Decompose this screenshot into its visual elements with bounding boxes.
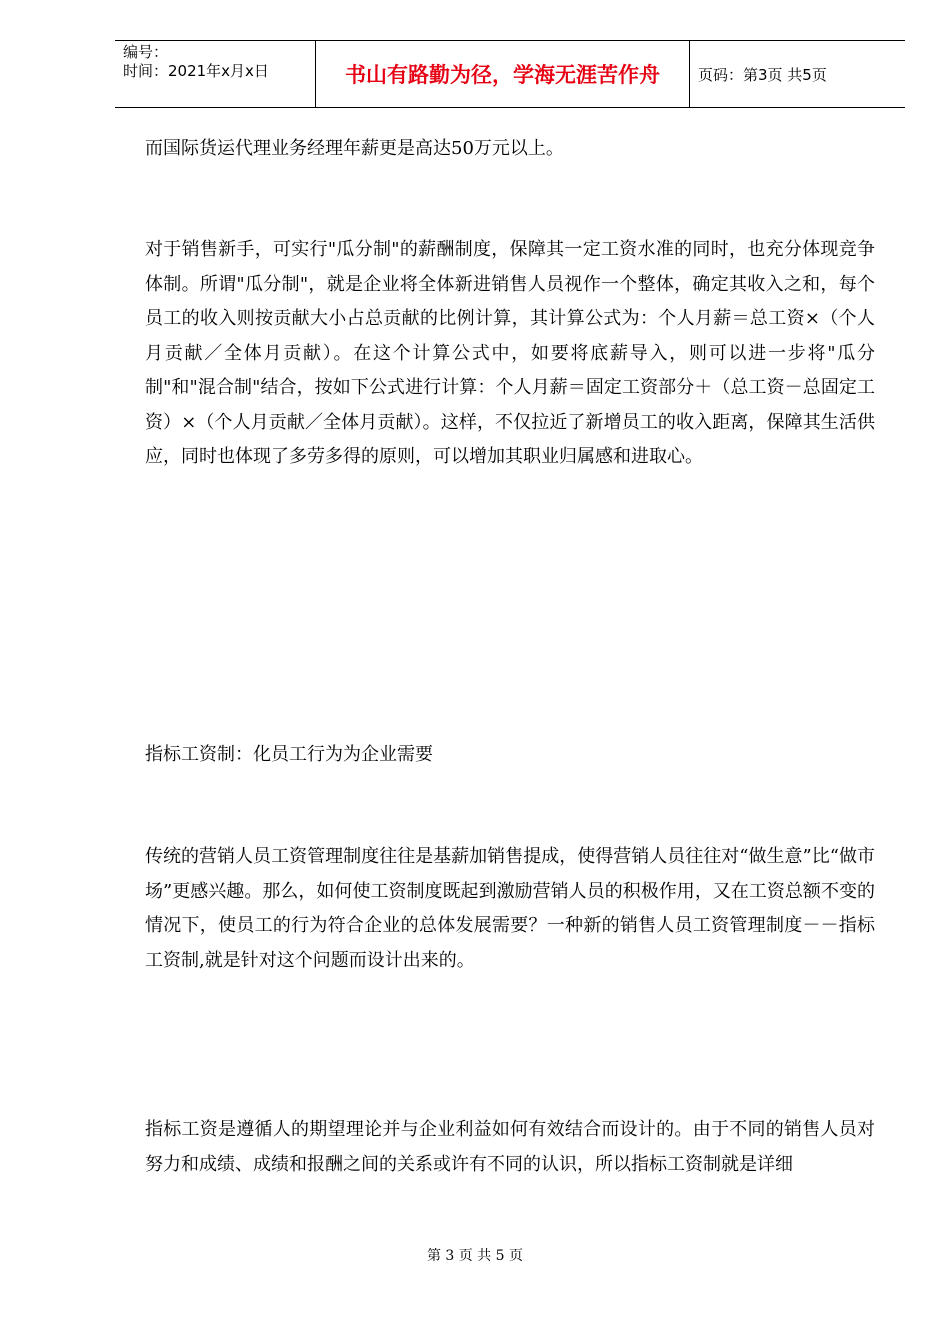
page-header (115, 40, 905, 108)
paragraph-1: 而国际货运代理业务经理年薪更是高达50万元以上。 (145, 138, 564, 159)
paragraph-3: 传统的营销人员工资管理制度往往是基薪加销售提成，使得营销人员往往对“做生意”比“做市场”更感兴趣。那么，如何使工资制度既起到激励营销人员的积极作用，又在工资总额不变的情况下，使员工的行为符合企业的总体发展需要？一种新的销售人员工资管理制度－－指标工资制,就是针对这个问题而设计出来的。 (145, 846, 875, 971)
serial-label: 编号： (123, 43, 169, 61)
paragraph-4: 指标工资是遵循人的期望理论并与企业利益如何有效结合而设计的。由于不同的销售人员对努力和成绩、成绩和报酬之间的关系或许有不同的认识，所以指标工资制就是详细 (145, 1119, 875, 1175)
header-motto: 书山有路勤为径，学海无涯苦作舟 (316, 41, 690, 107)
section-heading: 指标工资制：化员工行为为企业需要 (145, 744, 433, 765)
header-page-info: 页码：第3页 共5页 (698, 65, 827, 84)
paragraph-2: 对于销售新手，可实行"瓜分制"的薪酬制度，保障其一定工资水准的同时，也充分体现竞争体制。所谓"瓜分制"，就是企业将全体新进销售人员视作一个整体，确定其收入之和，每个员工的收入则按贡献大小占总贡献的比例计算，其计算公式为：个人月薪＝总工资×（个人月贡献／全体月贡献）。在这个计算公式中，如要将底薪导入，则可以进一步将"瓜分制"和"混合制"结合，按如下公式进行计算：个人月薪＝固定工资部分＋（总工资－总固定工资）×（个人月贡献／全体月贡献）。这样，不仅拉近了新增员工的收入距离，保障其生活供应，同时也体现了多劳多得的原则，可以增加其职业归属感和进取心。 (145, 239, 875, 467)
header-meta-cell (115, 41, 316, 107)
page-footer: 第 3 页 共 5 页 (426, 1248, 524, 1264)
time-label: 时间：2021年x月x日 (123, 62, 269, 80)
